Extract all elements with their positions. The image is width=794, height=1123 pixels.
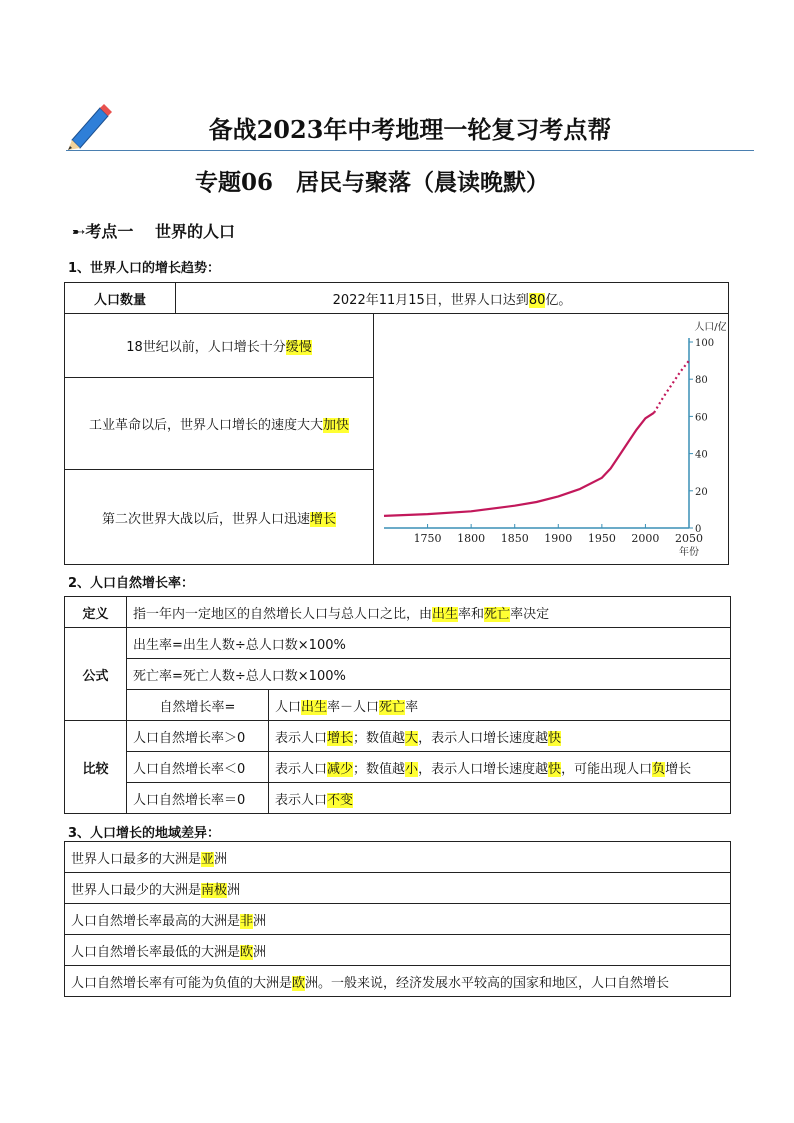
x-tick-label: 1900 bbox=[544, 532, 573, 545]
x-tick-label: 1950 bbox=[587, 532, 616, 545]
projection-line bbox=[654, 361, 689, 413]
x-axis-label: 年份 bbox=[679, 547, 699, 558]
compare-condition: 人口自然增长率＜0 bbox=[127, 752, 269, 783]
population-line bbox=[384, 413, 654, 516]
trend-row: 第二次世界大战以后，世界人口迅速增长 bbox=[65, 470, 374, 565]
page-title: 备战2023年中考地理一轮复习考点帮 bbox=[208, 115, 612, 144]
population-chart bbox=[374, 314, 726, 560]
x-tick-label: 1850 bbox=[500, 532, 529, 545]
x-tick-label: 1750 bbox=[413, 532, 442, 545]
region-row: 世界人口最少的大洲是南极洲 bbox=[65, 873, 731, 904]
pencil-icon bbox=[64, 100, 112, 150]
definition-label: 定义 bbox=[65, 597, 127, 628]
compare-condition: 人口自然增长率＞0 bbox=[127, 721, 269, 752]
formula-birth: 出生率=出生人数÷总人口数×100% bbox=[127, 628, 731, 659]
population-trend-table bbox=[64, 282, 729, 565]
trend-row: 工业革命以后，世界人口增长的速度大大加快 bbox=[65, 377, 374, 470]
definition-cell: 指一年内一定地区的自然增长人口与总人口之比，由出生率和死亡率决定 bbox=[127, 597, 731, 628]
header-rule bbox=[66, 150, 754, 151]
subheading-1: 1、世界人口的增长趋势： bbox=[68, 261, 221, 276]
region-row: 人口自然增长率最高的大洲是非洲 bbox=[65, 904, 731, 935]
y-tick-label: 20 bbox=[695, 486, 708, 498]
compare-desc: 表示人口不变 bbox=[269, 783, 731, 814]
y-tick-label: 40 bbox=[695, 449, 708, 461]
formula-natural-label: 自然增长率= bbox=[127, 690, 269, 721]
growth-rate-table bbox=[64, 596, 731, 814]
pop-value: 80 bbox=[528, 292, 546, 308]
trend-row: 18世纪以前，人口增长十分缓慢 bbox=[65, 314, 374, 378]
y-tick-label: 100 bbox=[695, 338, 715, 349]
page-subtitle: 专题06 居民与聚落（晨读晚默） bbox=[195, 169, 550, 196]
x-tick-label: 2000 bbox=[631, 532, 660, 545]
x-tick-label: 1800 bbox=[457, 532, 486, 545]
subheading-2: 2、人口自然增长率： bbox=[68, 576, 195, 591]
region-row: 人口自然增长率有可能为负值的大洲是欧洲。一般来说，经济发展水平较高的国家和地区，人口自然增长 bbox=[65, 966, 731, 997]
pop-value-cell: 2022年11月15日，世界人口达到80亿。 bbox=[176, 283, 729, 314]
pop-label-cell: 人口数量 bbox=[65, 283, 176, 314]
y-axis-label: 人口/亿 bbox=[694, 322, 726, 333]
compare-condition: 人口自然增长率＝0 bbox=[127, 783, 269, 814]
y-tick-label: 60 bbox=[695, 412, 708, 424]
x-tick-label: 2050 bbox=[675, 532, 703, 545]
region-row: 人口自然增长率最低的大洲是欧洲 bbox=[65, 935, 731, 966]
y-tick-label: 80 bbox=[695, 375, 708, 387]
compare-desc: 表示人口减少；数值越小，表示人口增长速度越快，可能出现人口负增长 bbox=[269, 752, 731, 783]
compare-label: 比较 bbox=[65, 721, 127, 814]
compare-desc: 表示人口增长；数值越大，表示人口增长速度越快 bbox=[269, 721, 731, 752]
formula-death: 死亡率=死亡人数÷总人口数×100% bbox=[127, 659, 731, 690]
section-heading: ➸考点一 世界的人口 bbox=[72, 222, 235, 241]
chart-cell bbox=[374, 314, 729, 565]
subheading-3: 3、人口增长的地域差异： bbox=[68, 826, 221, 841]
formula-label: 公式 bbox=[65, 628, 127, 721]
regional-diff-table bbox=[64, 841, 731, 997]
formula-natural: 人口出生率－人口死亡率 bbox=[269, 690, 731, 721]
region-row: 世界人口最多的大洲是亚洲 bbox=[65, 842, 731, 873]
y-tick-label: 0 bbox=[695, 524, 702, 535]
